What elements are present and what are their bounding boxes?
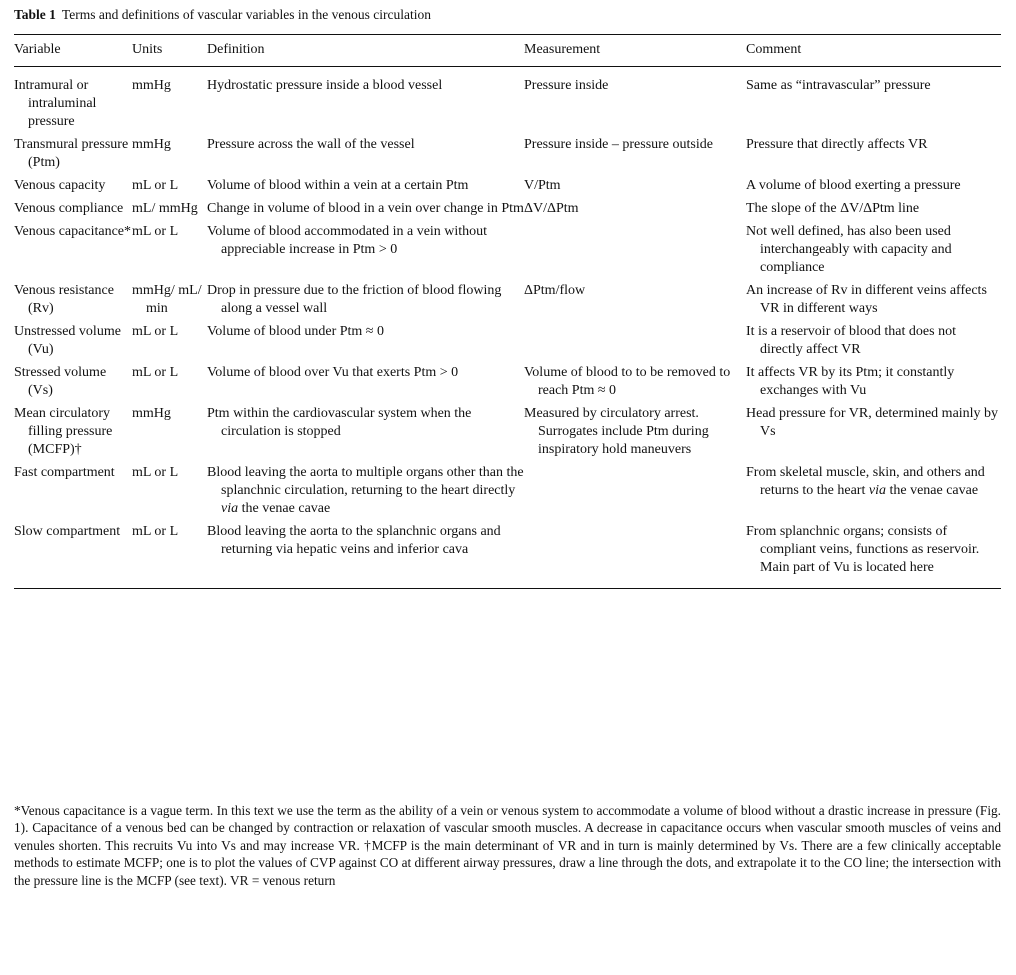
row-definition: Blood leaving the aorta to multiple organs other than the splanchnic circulation, returning to the heart directly via the venae cavae (207, 465, 524, 516)
table-row (14, 364, 1001, 405)
table-row (14, 405, 1001, 464)
row-measurement: Measured by circulatory arrest. Surrogates include Ptm during inspiratory hold maneuvers (524, 406, 709, 457)
row-variable: Transmural pressure (Ptm) (14, 137, 129, 170)
table-row (14, 223, 1001, 282)
row-units: mL or L (132, 365, 179, 380)
row-definition: Volume of blood over Vu that exerts Ptm > 0 (207, 365, 459, 380)
row-variable: Venous compliance (14, 201, 124, 216)
row-definition: Change in volume of blood in a vein over change in Ptm (207, 201, 524, 216)
row-measurement: ΔPtm/flow (524, 283, 586, 298)
row-units: mL or L (132, 224, 179, 239)
row-measurement (524, 223, 746, 228)
row-definition: Drop in pressure due to the friction of blood flowing along a vessel wall (207, 283, 502, 316)
row-variable: Unstressed volume (Vu) (14, 324, 121, 357)
table-caption (14, 6, 431, 24)
row-definition: Ptm within the cardiovascular system when the circulation is stopped (207, 406, 472, 439)
row-comment: It affects VR by its Ptm; it constantly exchanges with Vu (746, 365, 955, 398)
row-units: mL or L (132, 324, 179, 339)
row-variable: Slow compartment (14, 524, 121, 539)
table-row (14, 323, 1001, 364)
table-label: Table 1 (14, 7, 56, 22)
row-comment: A volume of blood exerting a pressure (746, 178, 961, 193)
row-comment: Not well defined, has also been used interchangeably with capacity and compliance (746, 224, 952, 275)
row-units: mmHg (132, 78, 171, 93)
row-units: mL or L (132, 524, 179, 539)
row-measurement: Pressure inside – pressure outside (524, 137, 713, 152)
row-definition: Hydrostatic pressure inside a blood vessel (207, 78, 443, 93)
row-comment: An increase of Rv in different veins affects VR in different ways (746, 283, 987, 316)
table-row (14, 67, 1001, 137)
row-measurement: Volume of blood to to be removed to reach Ptm ≈ 0 (524, 365, 731, 398)
row-variable: Stressed volume (Vs) (14, 365, 107, 398)
header-measurement: Measurement (524, 35, 746, 67)
row-comment: Head pressure for VR, determined mainly by Vs (746, 406, 999, 439)
row-comment: From splanchnic organs; consists of compliant veins, functions as reservoir. Main part of Vu is located here (746, 524, 980, 575)
row-variable: Venous capacity (14, 178, 106, 193)
header-comment: Comment (746, 35, 1001, 67)
row-units: mL or L (132, 465, 179, 480)
row-comment: From skeletal muscle, skin, and others and returns to the heart via the venae cavae (746, 465, 985, 498)
table-row (14, 200, 1001, 223)
table-header-row (14, 35, 1001, 67)
row-definition: Blood leaving the aorta to the splanchnic organs and returning via hepatic veins and inferior cava (207, 524, 501, 557)
header-variable: Variable (14, 35, 132, 67)
table-row (14, 136, 1001, 177)
row-comment: The slope of the ΔV/ΔPtm line (746, 201, 920, 216)
row-variable: Fast compartment (14, 465, 115, 480)
row-definition: Volume of blood under Ptm ≈ 0 (207, 324, 384, 339)
table-row (14, 282, 1001, 323)
table-title: Terms and definitions of vascular variables in the venous circulation (61, 7, 431, 22)
header-units: Units (132, 35, 207, 67)
row-measurement: Pressure inside (524, 78, 609, 93)
table-row (14, 177, 1001, 200)
row-comment: It is a reservoir of blood that does not directly affect VR (746, 324, 956, 357)
row-measurement: V/Ptm (524, 178, 561, 193)
row-measurement (524, 523, 746, 528)
row-measurement (524, 323, 746, 328)
row-definition: Pressure across the wall of the vessel (207, 137, 415, 152)
header-definition: Definition (207, 35, 524, 67)
row-definition: Volume of blood within a vein at a certain Ptm (207, 178, 469, 193)
table-row (14, 464, 1001, 523)
row-comment: Same as “intravascular” pressure (746, 78, 931, 93)
row-variable: Intramural or intraluminal pressure (14, 78, 97, 129)
row-units: mL or L (132, 178, 179, 193)
row-variable: Mean circulatory filling pressure (MCFP)† (14, 406, 113, 457)
vascular-variables-table (14, 34, 1001, 589)
row-units: mL/ mmHg (132, 201, 198, 216)
row-units: mmHg/ mL/ min (132, 283, 202, 316)
table-row (14, 523, 1001, 589)
table-footnote: *Venous capacitance is a vague term. In this text we use the term as the ability of a vein or venous system to accommodate a volume of blood without a drastic increase in pressure (Fig. 1). Capacitance of a venous bed can be changed by contraction or relaxation of vascular smooth muscles. A decrease in capacitance occurs when vascular smooth muscles of veins and venules shorten. This recruits Vu into Vs and may increase VR. †MCFP is the main determinant of VR and in turn is mainly determined by Vs. There are a few clinically acceptable methods to estimate MCFP; one is to plot the values of CVP against CO at different airway pressures, draw a line through the dots, and extrapolate it to the CO line; the intersection with the pressure line is the MCFP (see text). VR = venous return (14, 803, 1001, 888)
row-comment: Pressure that directly affects VR (746, 137, 928, 152)
row-units: mmHg (132, 406, 171, 421)
row-measurement: ΔV/ΔPtm (524, 201, 579, 216)
row-measurement (524, 464, 746, 469)
row-variable: Venous resistance (Rv) (14, 283, 114, 316)
row-variable: Venous capacitance* (14, 224, 131, 239)
row-units: mmHg (132, 137, 171, 152)
row-definition: Volume of blood accommodated in a vein without appreciable increase in Ptm > 0 (207, 224, 488, 257)
